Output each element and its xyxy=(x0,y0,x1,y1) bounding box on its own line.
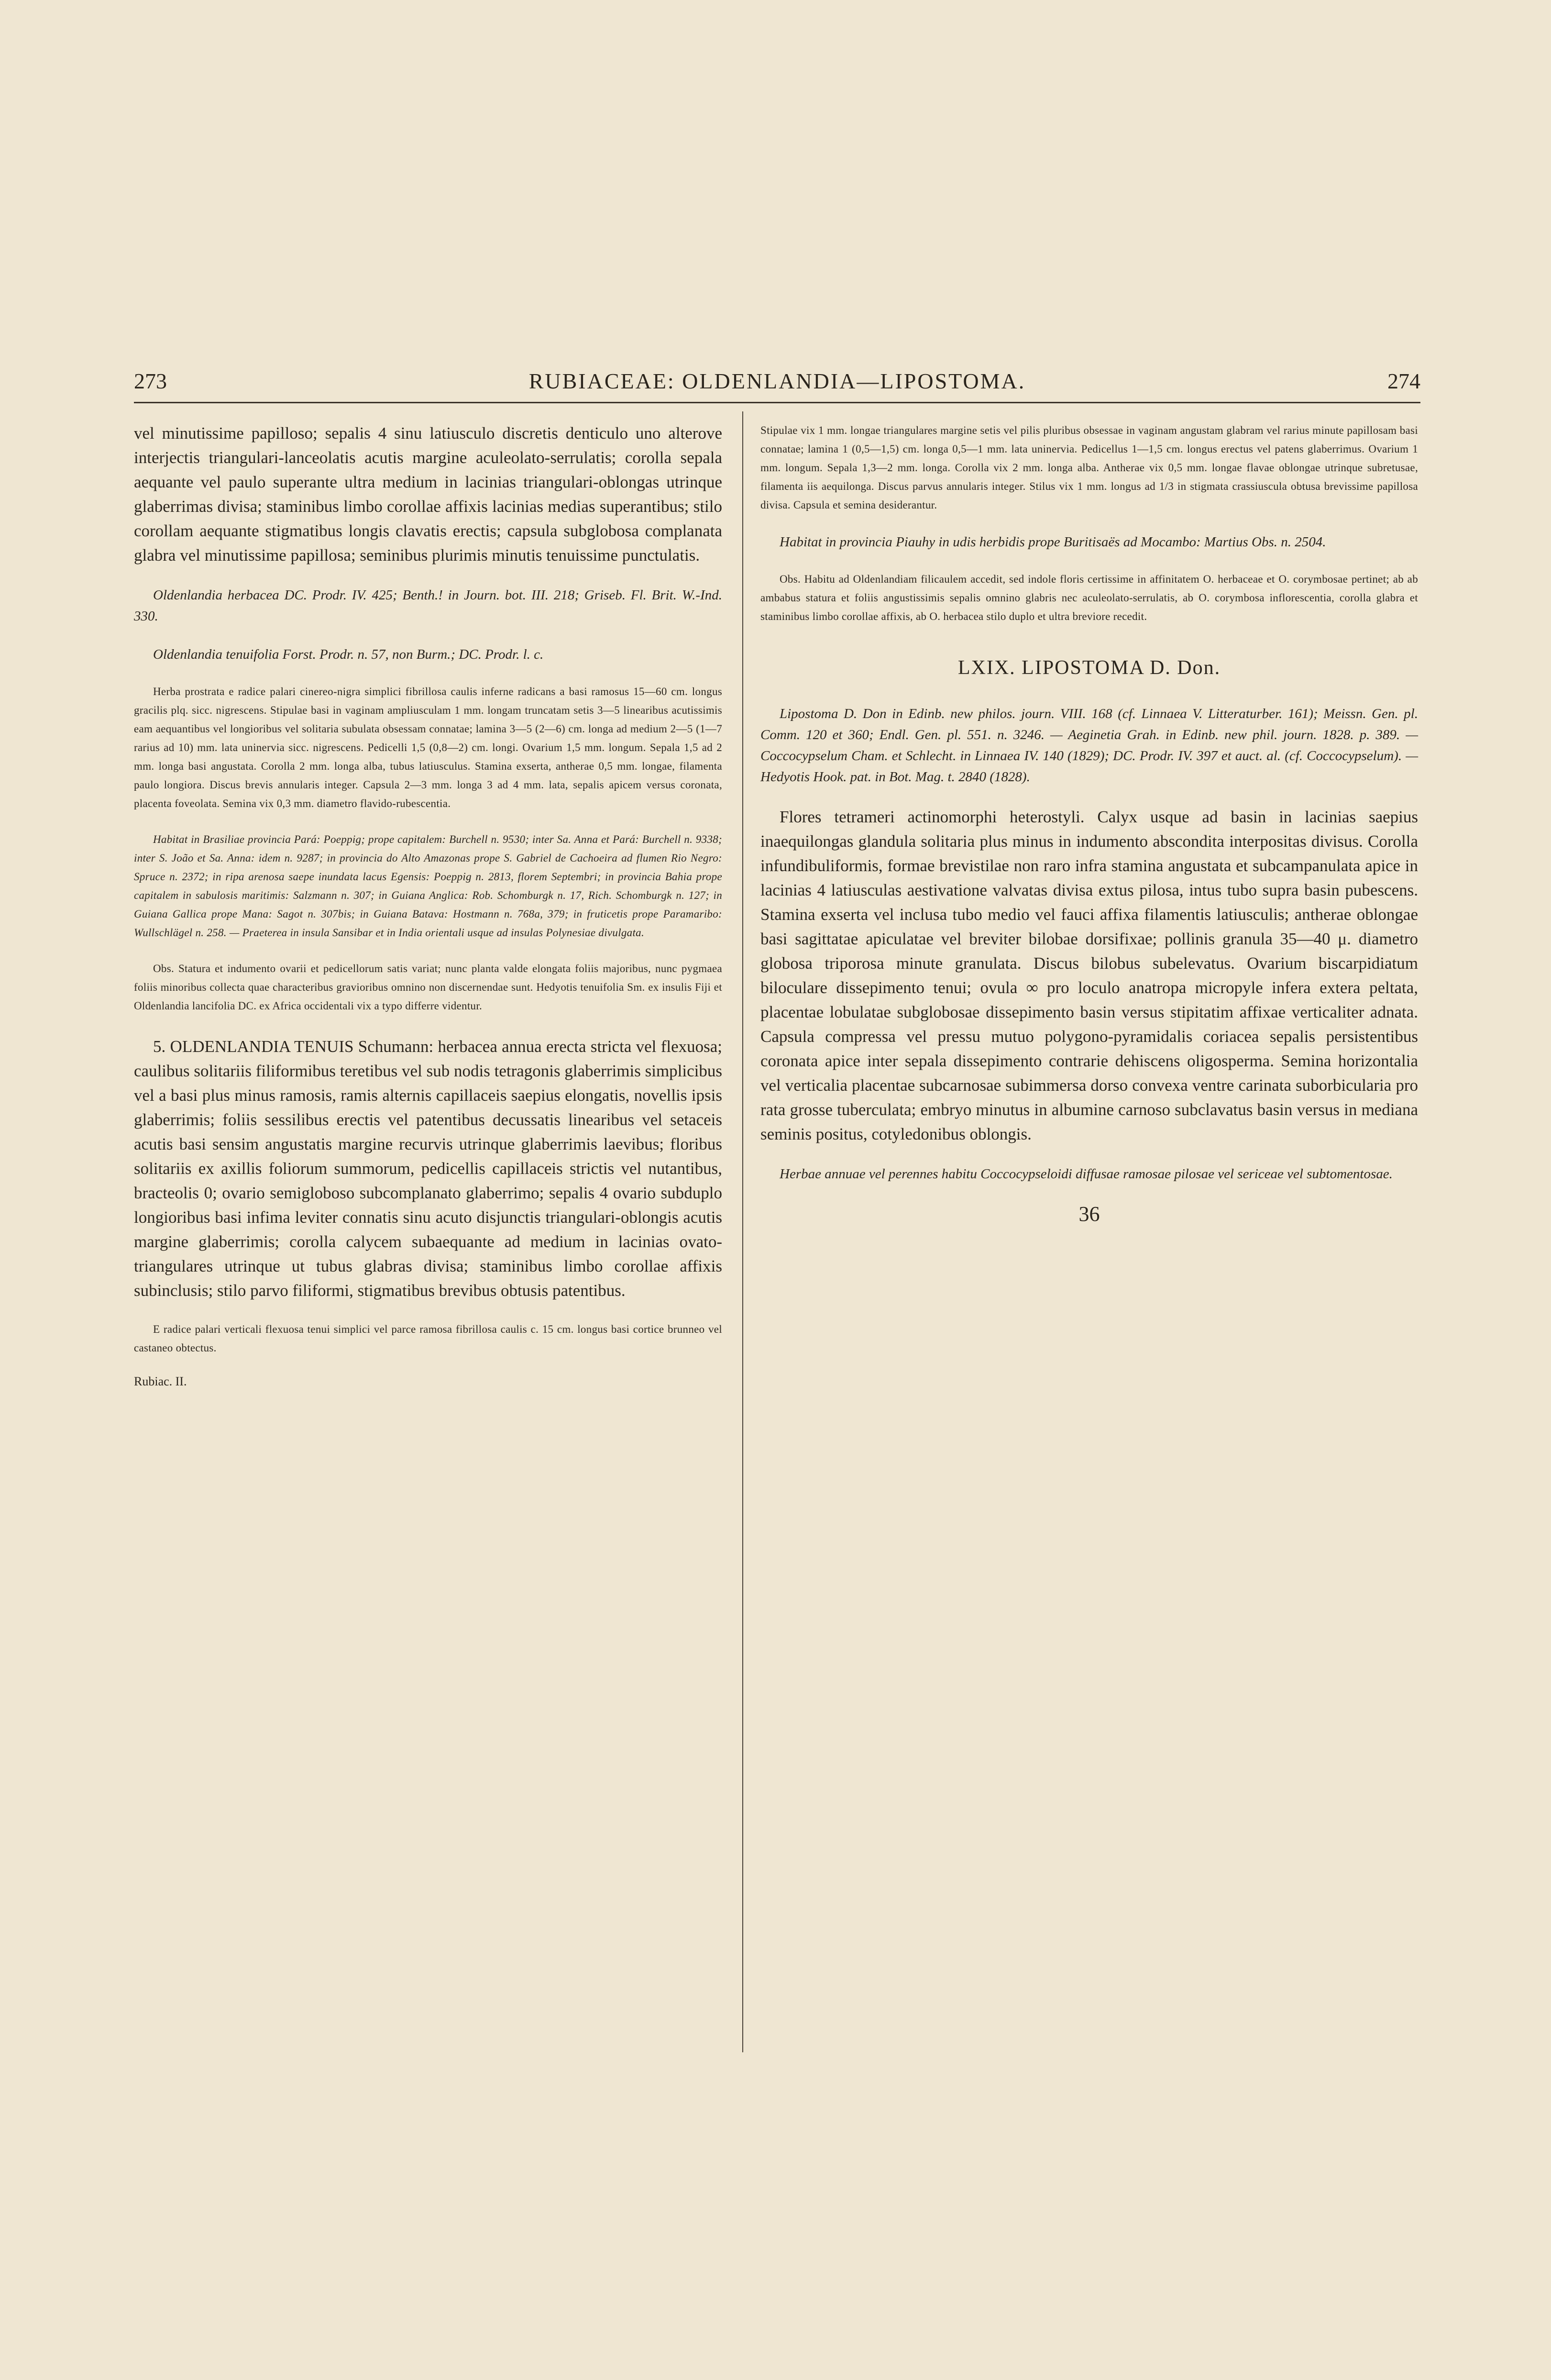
observation-right: Obs. Habitu ad Oldenlandiam filicaulem accedit, sed indole floris certissime in affinitatem O. herbaceae et O. corymbosae pertinet; ab ab ambabus statura et foliis angustissimis sepalis omnino glabris nec aculeolato-serrulatis, ab O. corymbosa inflorescentia, corolla glabra et staminibus limbo corollae affixis, ab O. herbacea stilo duplo et ultra breviore recedit. xyxy=(760,573,1418,622)
habitat-right: Habitat in provincia Piauhy in udis herbidis prope Buritisaës ad Mocambo: Martius Obs. n. 2504. xyxy=(780,534,1326,550)
citation-tenuifolia: Oldenlandia tenuifolia Forst. Prodr. n. 57, non Burm.; DC. Prodr. l. c. xyxy=(153,647,544,662)
citation-herbacea: Oldenlandia herbacea DC. Prodr. IV. 425; Benth.! in Journ. bot. III. 218; Griseb. Fl. Brit. W.-Ind. 330. xyxy=(134,587,722,624)
detailed-description: Herba prostrata e radice palari cinereo-nigra simplici fibrillosa caulis inferne radicans a basi ramosus 15—60 cm. longus gracilis plq. sicc. nigrescens. Stipulae basi in vaginam ampliusculam 1 mm. longam truncatam setis 3—5 linearibus acutissimis eam aequantibus vel longioribus vel solitaria subulata obsessam connatae; lamina 3—5 (2—6) cm. longa ad medium 2—5 (1—7 rarius ad 10) mm. lata uninervia sicc. nigrescens. Pedicelli 1,5 (0,8—2) cm. longi. Ovarium 1,5 mm. longum. Sepala 1,5 ad 2 mm. longa basi angustata. Corolla 2 mm. longa alba, tubus latiusculus. Stamina exserta, antherae 0,5 mm. longae, filamenta paulo longiora. Discus brevis annularis integer. Capsula 2—3 mm. longa 3 ad 4 mm. lata, sepalis apicem versus coronata, placenta foveolata. Semina vix 0,3 mm. diametro flavido-rubescentia. xyxy=(134,686,722,809)
herbae-paragraph: Herbae annuae vel perennes habitu Coccocypseloidi diffusae ramosae pilosae vel sericeae vel subtomentosae. xyxy=(780,1166,1393,1182)
habitat-paragraph: Habitat in Brasiliae provincia Pará: Poeppig; prope capitalem: Burchell n. 9530; inter Sa. Anna et Pará: Burchell n. 9338; inter S. João et Sa. Anna: idem n. 9287; in provincia do Alto Amazonas prope S. Gabriel de Cachoeira ad flumen Rio Negro: Spruce n. 2372; in ripa arenosa saepe inundata lacus Egensis: Poeppig n. 2813, florет Septembri; in provincia Bahia prope capitalem in sabulosis maritimis: Salzmann n. 307; in Guiana Anglica: Rob. Schomburgk n. 17, Rich. Schomburgk n. 127; in Guiana Gallica prope Mana: Sagot n. 307bis; in Guiana Batava: Hostmann n. 768a, 379; in fruticetis prope Paramaribo: Wullschlägel n. 258. — Praeterea in insula Sansibar et in India orientali usque ad insulas Polynesiae divulgata. xyxy=(134,833,722,939)
species-5-description: E radice palari verticali flexuosa tenui simplici vel parce ramosa fibrillosa caulis c. 15 cm. longus basi cortice brunneo vel castaneo obtectus. xyxy=(134,1323,722,1354)
genus-description: Flores tetrameri actinomorphi heterostyli. Calyx usque ad basin in lacinias saepius inaequilongas glandula solitaria plus minus in indumento abscondita interpositas divisus. Corolla infundibuliformis, formae brevistilae non raro infra stamina angustata et subcampanulata apice in lacinias 4 latiusculas aestivatione valvatas divisa extus pilosa, intus tubo supra basin pubescens. Stamina exserta vel inclusa tubo medio vel fauci affixa filamentis latiusculis; antherae oblongae basi sagittatae apiculatae vel breviter bilobae dorsifixae; pollinis granula 35—40 μ. diametro globosa triporosa minute granulata. Discus bilobus subelevatus. Ovarium biscarpidiatum biloculare dissepimento tenui; ovula ∞ pro loculo anatropa micropyle infera extera peltata, placentae lobulatae subglobosae dissepimento basin versus stipitatim affixae verticaliter adnata. Capsula compressa vel pressu mutuo polygono-pyramidalis coriacea sepalis persistentibus coronata apice inter sepala dissepimento contrarie dehiscens oligosperma. Semina horizontalia vel verticalia placentae subcarnosae subimmersa dorso convexa ventre carinata suborbicularia pro rata grosse tuberculata; embryo minutus in albumine carnoso subclavatus basin versus in mediana seminis positus, cotyledonibus oblongis. xyxy=(760,808,1418,1143)
observation-paragraph: Obs. Statura et indumento ovarii et pedicellorum satis variat; nunc planta valde elongata foliis majoribus, nunc pygmaea foliis minoribus collecta quae characteribus gravioribus omnino non discernendae sunt. Hedyotis tenuifolia Sm. ex insulis Fiji et Oldenlandia lancifolia DC. ex Africa occidentali vix a typo differre videntur. xyxy=(134,963,722,1012)
right-column xyxy=(760,421,1418,1226)
description-right: Stipulae vix 1 mm. longae triangulares margine setis vel pilis pluribus obsessae in vaginam angustam glabram vel rarius minute papillosam basi connatae; lamina 1 (0,5—1,5) cm. longa 0,5—1 mm. lata uninervia. Pedicellus 1—1,5 cm. longus erectus vel patens glaberrimus. Ovarium 1 mm. longum. Sepala 1,3—2 mm. longa. Corolla vix 2 mm. longa alba. Antherae vix 0,5 mm. longae flavae oblongae utrinque subretusae, filamenta iis aequilonga. Discus parvus annularis integer. Stilus vix 1 mm. longus ad 1/3 in stigmata crassiuscula obtusa brevissime papillosa divisa. Capsula et semina desiderantur. xyxy=(760,424,1418,511)
description-continued: vel minutissime papilloso; sepalis 4 sinu latiusculo discretis denticulo uno alterove interjectis triangulari-lanceolatis acutis margine aculeolato-serrulatis; corolla sepala aequante vel paulo superante ultra medium in lacinias triangulari-oblongas utrinque glaberrimas divisa; staminibus limbo corollae affixis lacinias medias superantibus; stilo corollam aequante stigmatibus longis clavatis erectis; capsula subglobosa complanata glabra vel minutissime papillosa; seminibus plurimis minutis tenuissime punctulatis. xyxy=(134,424,722,565)
page-number-right: 274 xyxy=(1387,369,1420,393)
species-5-diagnosis: 5. OLDENLANDIA TENUIS Schumann: herbacea annua erecta stricta vel flexuosa; caulibus solitariis filiformibus teretibus vel sub nodis tetragonis glaberrimis simplicibus vel a basi plus minus ramosis, ramis alternis capillaceis saepius elongatis, novellis ipsis glaberrimis; foliis sessilibus erectis vel patentibus decussatis linearibus vel setaceis acutis basi sensim angustatis margine recurvis utrinque glaberrimis laevibus; floribus solitariis ex axillis foliorum summorum, pedicellis capillaceis strictis vel nutantibus, bracteolis 0; ovario semiglobosо subcomplanato glaberrimo; sepalis 4 ovario subduplo longioribus basi infima leviter connatis sinu acuto disjunctis triangulari-oblongis acutis margine glaberrimis; corolla calycem subaequante ad medium in lacinias ovato-triangulares utrinque ut tubus glabras divisa; staminibus limbo corollae affixis subinclusis; stilo parvo filiformi, stigmatibus brevibus obtusis patentibus. xyxy=(134,1037,722,1300)
page-number-left: 273 xyxy=(134,369,167,393)
page-header xyxy=(134,368,1420,403)
running-title: RUBIACEAE: OLDENLANDIA—LIPOSTOMA. xyxy=(528,369,1026,393)
signature-number: 36 xyxy=(1078,1202,1100,1226)
genus-synonymy: Lipostoma D. Don in Edinb. new philos. journ. VIII. 168 (cf. Linnaea V. Litteraturber. 161); Meissn. Gen. pl. Comm. 120 et 360; Endl. Gen. pl. 551. n. 3246. — Aeginetia Grah. in Edinb. new phil. journ. 1828. p. 389. — Coccocypselum Cham. et Schlecht. in Linnaea IV. 140 (1829); DC. Prodr. IV. 397 et auct. al. (cf. Coccocypselum). — Hedyotis Hook. pat. in Bot. Mag. t. 2840 (1828). xyxy=(760,706,1418,785)
left-column xyxy=(134,421,722,1389)
genus-heading: LXIX. LIPOSTOMA D. Don. xyxy=(957,657,1221,679)
signature-mark: Rubiac. II. xyxy=(134,1374,187,1388)
column-divider xyxy=(742,411,743,2052)
